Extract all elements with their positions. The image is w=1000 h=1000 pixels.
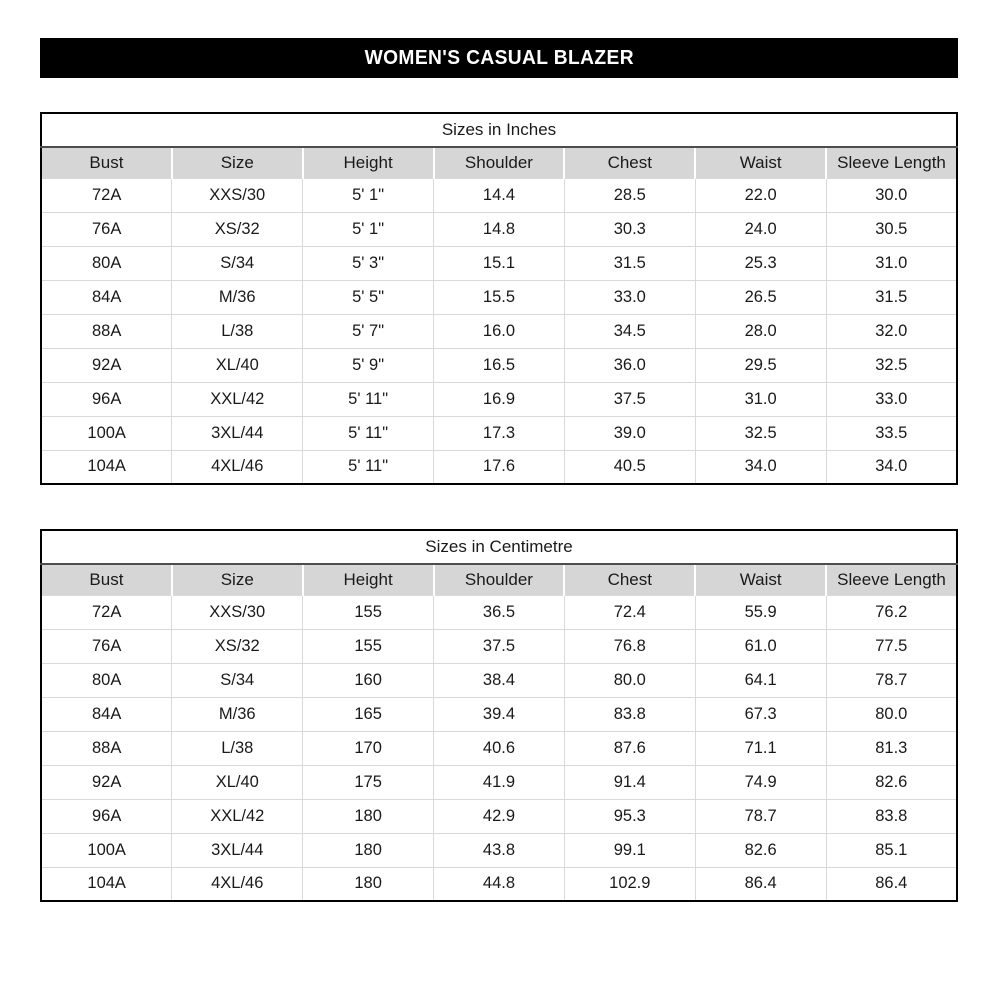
table-cell: 86.4 [695,867,826,901]
table-cell: 64.1 [695,663,826,697]
table-cell: 15.5 [434,280,565,314]
table-row [41,867,957,901]
table-cell: 43.8 [434,833,565,867]
table-cell: 170 [303,731,434,765]
table-cell: 39.0 [564,416,695,450]
table-row [41,450,957,484]
table-cell: 92A [41,348,172,382]
table-cell: L/38 [172,731,303,765]
table-cell: 31.5 [826,280,957,314]
table-cell: 34.0 [695,450,826,484]
table-cell: 40.6 [434,731,565,765]
table-row [41,280,957,314]
table-row [41,314,957,348]
table-cell: 175 [303,765,434,799]
table-cell: 92A [41,765,172,799]
table-cell: 37.5 [434,629,565,663]
table-cell: 77.5 [826,629,957,663]
table-row [41,833,957,867]
table-cell: 36.0 [564,348,695,382]
table-row [41,348,957,382]
table-cell: 33.5 [826,416,957,450]
table-cell: 39.4 [434,697,565,731]
table-cell: 36.5 [434,595,565,629]
table-cell: 180 [303,833,434,867]
table-cell: 31.0 [695,382,826,416]
column-header: Shoulder [434,147,565,178]
table-cell: 34.0 [826,450,957,484]
table-cell: S/34 [172,246,303,280]
table-cell: 29.5 [695,348,826,382]
table-cell: 102.9 [564,867,695,901]
column-header: Waist [695,147,826,178]
table-row [41,663,957,697]
table-cell: 83.8 [826,799,957,833]
table-cell: 16.5 [434,348,565,382]
table-cell: 3XL/44 [172,416,303,450]
table-cell: 41.9 [434,765,565,799]
table-cell: 155 [303,595,434,629]
table-row [41,595,957,629]
table-cell: 26.5 [695,280,826,314]
inches-size-table [40,112,958,485]
table-cell: 32.0 [826,314,957,348]
table-cell: 28.5 [564,178,695,212]
table-row [41,765,957,799]
table-cell: 80A [41,663,172,697]
table-cell: 15.1 [434,246,565,280]
table-cell: XXS/30 [172,178,303,212]
table-cell: 71.1 [695,731,826,765]
table-cell: 55.9 [695,595,826,629]
table-cell: 76A [41,212,172,246]
table-row [41,731,957,765]
table-cell: 99.1 [564,833,695,867]
column-header-row [41,564,957,595]
column-header-row [41,147,957,178]
table-cell: 61.0 [695,629,826,663]
column-header: Size [172,564,303,595]
table-cell: 30.3 [564,212,695,246]
table-cell: 96A [41,799,172,833]
table-cell: 14.4 [434,178,565,212]
table-cell: XS/32 [172,629,303,663]
table-cell: 72A [41,178,172,212]
table-cell: 22.0 [695,178,826,212]
table-cell: 32.5 [826,348,957,382]
table-cell: 76.8 [564,629,695,663]
table-cell: XXS/30 [172,595,303,629]
table-cell: 33.0 [826,382,957,416]
table-cell: 5' 3" [303,246,434,280]
table-cell: 81.3 [826,731,957,765]
table-title: Sizes in Inches [41,113,957,147]
table-cell: 4XL/46 [172,867,303,901]
table-cell: 80A [41,246,172,280]
table-cell: 72.4 [564,595,695,629]
table-cell: M/36 [172,280,303,314]
table-cell: 104A [41,450,172,484]
table-cell: 37.5 [564,382,695,416]
table-cell: 91.4 [564,765,695,799]
table-cell: 80.0 [564,663,695,697]
column-header: Height [303,564,434,595]
table-row [41,416,957,450]
table-body [41,178,957,484]
table-cell: 96A [41,382,172,416]
table-cell: 5' 11" [303,416,434,450]
table-cell: 100A [41,833,172,867]
table-row [41,382,957,416]
table-cell: 82.6 [695,833,826,867]
table-cell: 40.5 [564,450,695,484]
table-cell: 84A [41,280,172,314]
table-row [41,178,957,212]
table-cell: 74.9 [695,765,826,799]
table-cell: 3XL/44 [172,833,303,867]
table-cell: 25.3 [695,246,826,280]
column-header: Bust [41,147,172,178]
cm-size-table [40,529,958,902]
table-row [41,246,957,280]
table-cell: 160 [303,663,434,697]
table-cell: 5' 11" [303,450,434,484]
table-cell: 30.0 [826,178,957,212]
table-cell: 33.0 [564,280,695,314]
table-cell: XL/40 [172,348,303,382]
table-cell: 17.6 [434,450,565,484]
table-cell: 76.2 [826,595,957,629]
table-cell: 34.5 [564,314,695,348]
table-cell: XS/32 [172,212,303,246]
column-header: Sleeve Length [826,147,957,178]
table-cell: 86.4 [826,867,957,901]
table-cell: 16.0 [434,314,565,348]
table-cell: 5' 11" [303,382,434,416]
table-cell: 165 [303,697,434,731]
table-cell: 30.5 [826,212,957,246]
column-header: Shoulder [434,564,565,595]
table-title: Sizes in Centimetre [41,530,957,564]
table-cell: 17.3 [434,416,565,450]
table-cell: 84A [41,697,172,731]
table-cell: 31.0 [826,246,957,280]
table-cell: 180 [303,799,434,833]
table-cell: 67.3 [695,697,826,731]
table-cell: 85.1 [826,833,957,867]
table-cell: 95.3 [564,799,695,833]
table-cell: 78.7 [695,799,826,833]
column-header: Waist [695,564,826,595]
table-cell: 78.7 [826,663,957,697]
table-cell: 28.0 [695,314,826,348]
table-cell: 32.5 [695,416,826,450]
table-row [41,799,957,833]
table-cell: 16.9 [434,382,565,416]
table-cell: 88A [41,731,172,765]
table-cell: 31.5 [564,246,695,280]
table-cell: M/36 [172,697,303,731]
column-header: Size [172,147,303,178]
column-header: Sleeve Length [826,564,957,595]
table-cell: 87.6 [564,731,695,765]
table-row [41,697,957,731]
product-title-bar [40,38,958,78]
table-title-row [41,113,957,147]
table-row [41,629,957,663]
table-cell: 5' 5" [303,280,434,314]
table-cell: 5' 1" [303,212,434,246]
table-cell: 4XL/46 [172,450,303,484]
table-cell: 14.8 [434,212,565,246]
table-cell: 104A [41,867,172,901]
table-cell: 76A [41,629,172,663]
column-header: Chest [564,147,695,178]
table-cell: XXL/42 [172,382,303,416]
table-title-row [41,530,957,564]
column-header: Height [303,147,434,178]
table-row [41,212,957,246]
table-cell: 100A [41,416,172,450]
table-cell: 88A [41,314,172,348]
table-cell: 82.6 [826,765,957,799]
table-cell: 72A [41,595,172,629]
table-cell: XXL/42 [172,799,303,833]
table-cell: 24.0 [695,212,826,246]
table-cell: S/34 [172,663,303,697]
table-cell: 83.8 [564,697,695,731]
column-header: Chest [564,564,695,595]
table-cell: 180 [303,867,434,901]
table-cell: L/38 [172,314,303,348]
table-body [41,595,957,901]
table-cell: 5' 1" [303,178,434,212]
table-cell: 5' 7" [303,314,434,348]
table-cell: 5' 9" [303,348,434,382]
table-cell: XL/40 [172,765,303,799]
table-cell: 80.0 [826,697,957,731]
product-title: WOMEN'S CASUAL BLAZER [364,46,634,69]
table-cell: 155 [303,629,434,663]
table-cell: 44.8 [434,867,565,901]
table-cell: 42.9 [434,799,565,833]
table-cell: 38.4 [434,663,565,697]
column-header: Bust [41,564,172,595]
